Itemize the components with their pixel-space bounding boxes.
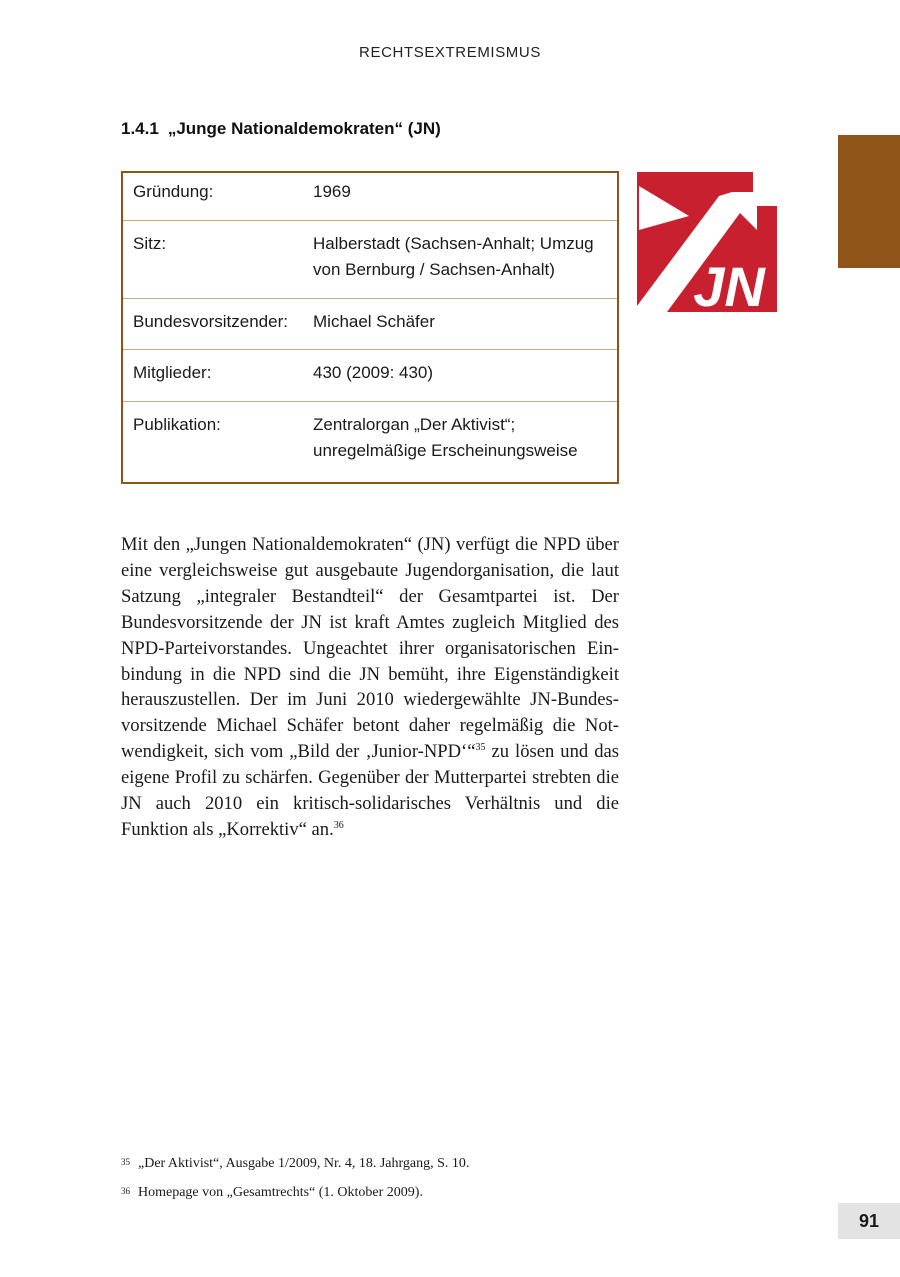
logo-text: JN (693, 255, 765, 312)
fact-row-chair (123, 298, 617, 349)
footnote-text: „Der Aktivist“, Ausgabe 1/2009, Nr. 4, 18. Jahrgang, S. 10. (138, 1156, 470, 1171)
footnotes (121, 1156, 681, 1214)
page-number: 91 (838, 1203, 900, 1239)
fact-value: Michael Schäfer (313, 312, 435, 331)
footnote-35 (121, 1156, 681, 1185)
footnote-ref-35: 35 (475, 742, 486, 754)
fact-row-publication (123, 401, 617, 482)
footnote-36 (121, 1185, 681, 1214)
fact-label: Bundesvorsitzender: (133, 312, 288, 331)
fact-value: Zentralorgan „Der Aktivist“; unregelmäßige Erscheinungsweise (313, 415, 578, 460)
jn-logo (637, 172, 777, 312)
body-paragraph (121, 532, 619, 843)
fact-row-seat (123, 220, 617, 298)
fact-value: Halberstadt (Sachsen-Anhalt; Umzug von Bernburg / Sachsen-Anhalt) (313, 234, 594, 279)
fact-label: Publikation: (133, 415, 221, 434)
footnote-ref-36: 36 (333, 819, 344, 831)
body-text-part2: zu lösen und das eigene Profil zu schärfen. Gegenüber der Mutterpartei strebten die JN auch 2010 ein kritisch-solidarisches Verhältnis und die Funktion als „Korrektiv“ an. (121, 741, 619, 840)
running-head: RECHTSEXTREMISMUS (359, 44, 541, 61)
fact-row-founding (123, 173, 617, 220)
fact-label: Sitz: (133, 234, 167, 253)
fact-value: 1969 (313, 182, 351, 201)
footnote-number: 35 (121, 1157, 130, 1167)
fact-table (121, 171, 619, 484)
fact-row-members (123, 349, 617, 401)
fact-label: Gründung: (133, 182, 214, 201)
footnote-text: Homepage von „Gesamtrechts“ (1. Oktober 2009). (138, 1185, 423, 1200)
body-text-part1: Mit den „Jungen Nationaldemokraten“ (JN) verfügt die NPD über eine vergleichsweise gut ausgebaute Jugendorganisation, die laut Satzung „integraler Bestandteil“ der Gesamtpartei ist. Der Bundesvorsitzende der JN ist kraft Amtes zugleich Mitglied des NPD-Parteivorstandes. Ungeachtet ihrer organisatorischen Einbindung in die NPD sind die JN bemüht, ihre Eigenständigkeit herauszustellen. Der im Juni 2010 wiedergewählte JN-Bundesvorsitzende Michael Schäfer betont daher regelmäßig die Notwendigkeit, sich vom „Bild der ‚Junior-NPD‘“ (121, 534, 619, 763)
fact-value: 430 (2009: 430) (313, 363, 434, 382)
section-number: 1.4.1 (121, 119, 159, 138)
section-heading (121, 119, 441, 139)
footnote-number: 36 (121, 1186, 130, 1196)
section-title-text: „Junge Nationaldemokraten“ (JN) (167, 119, 441, 138)
fact-label: Mitglieder: (133, 363, 212, 382)
chapter-thumb-tab (838, 135, 900, 268)
